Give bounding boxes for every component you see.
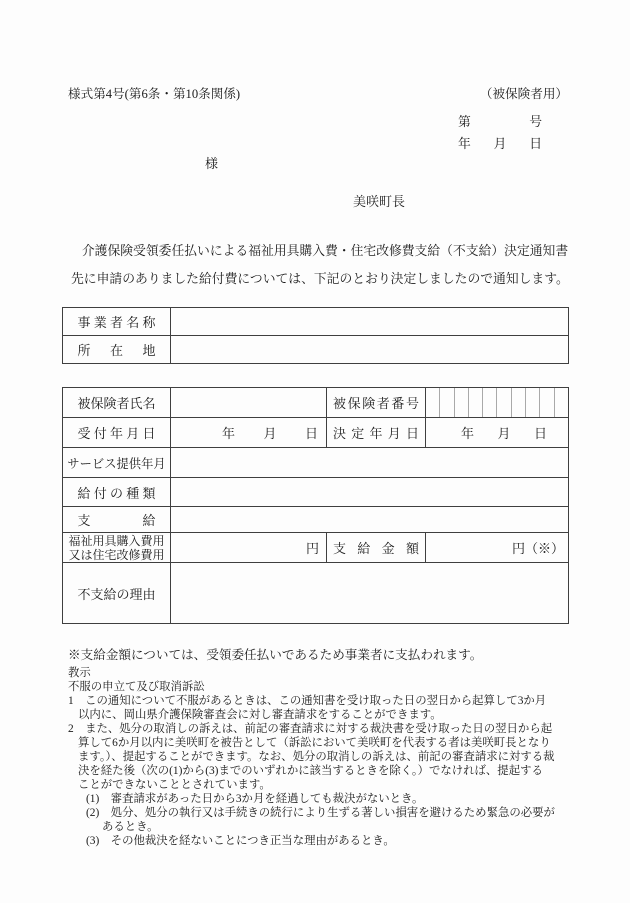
denial-reason-label-cell: [63, 563, 171, 624]
business-address-value-cell: [171, 336, 569, 364]
payment-note: ※支給金額については、受領委任払いであるため事業者に支払われます。: [68, 648, 483, 662]
table-row: [63, 533, 569, 563]
amount-label-cell: [327, 533, 426, 563]
business-address-label: 所在地: [77, 343, 156, 358]
insured-number-box: [454, 388, 468, 417]
insured-number-box: [482, 388, 496, 417]
benefit-type-label: 給付の種類: [77, 485, 156, 501]
service-month-label-cell: [63, 448, 171, 478]
table-row: [63, 507, 569, 533]
notice-line: 算して6か月以内に美咲町を被告として（訴訟において美咲町を代表する者は美咲町長となり: [78, 737, 551, 749]
insured-number-label: 被保険者番号: [333, 396, 419, 411]
insured-number-box: [439, 388, 453, 417]
sender-name: 美咲町長: [353, 194, 406, 209]
addressee-suffix: 様: [205, 156, 219, 171]
cost-value-cell: [171, 533, 327, 563]
insured-number-label-cell: [327, 388, 426, 418]
benefit-type-label-cell: [63, 478, 171, 507]
insured-number-boxes: [426, 388, 569, 418]
amount-unit: 円（※）: [511, 541, 564, 556]
accept-date-label: 受付年月日: [77, 426, 156, 441]
business-name-label: 事業者名称: [77, 315, 156, 330]
notice-line: ことができないこととされています。: [78, 779, 271, 791]
appeal-notice: [68, 666, 574, 848]
insured-number-box: [525, 388, 539, 417]
amount-value-cell: [426, 533, 569, 563]
payment-label: 支給: [77, 513, 156, 528]
issue-date: 年 月 日: [458, 137, 542, 151]
business-name-value-cell: [171, 308, 569, 336]
insured-name-label: 被保険者氏名: [77, 396, 156, 411]
table-row: [63, 418, 569, 448]
table-row: [63, 448, 569, 478]
decide-date-label: 決定年月日: [333, 426, 419, 441]
intro-text: 先に申請のありました給付費については、下記のとおり決定しましたので通知します。: [71, 272, 569, 286]
cost-label-cell: [63, 533, 171, 563]
business-name-label-cell: [63, 308, 171, 336]
notice-line: 1 この通知について不服があるときは、この通知書を受け取った日の翌日から起算して3か月: [68, 695, 547, 707]
insured-number-box: [511, 388, 525, 417]
notice-line: 以内に、岡山県介護保険審査会に対し審査請求をすることができます。: [78, 709, 442, 721]
table-row: [63, 478, 569, 507]
payment-value-cell: [171, 507, 569, 533]
notice-line: (2) 処分、処分の執行又は手続きの続行により生ずる著しい損害を避けるため緊急の必要が: [86, 807, 555, 819]
insured-number-box-row: [426, 388, 568, 417]
business-table: [62, 307, 569, 364]
insured-number-box: [554, 388, 568, 417]
business-address-label-cell: [63, 336, 171, 364]
insured-number-box: [426, 388, 439, 417]
insured-number-box: [496, 388, 510, 417]
table-row: [63, 388, 569, 418]
accept-date-value: 年 月 日: [222, 426, 318, 441]
form-id: 様式第4号(第6条・第10条関係): [68, 87, 241, 101]
accept-date-value-cell: [171, 418, 327, 448]
insured-name-label-cell: [63, 388, 171, 418]
notice-line: あるとき。: [102, 821, 159, 833]
notice-heading: 教示: [68, 667, 91, 679]
document-title: 介護保険受領委任払いによる福祉用具購入費・住宅改修費支給（不支給）決定通知書: [81, 244, 569, 258]
cost-label-line2: 又は住宅改修費用: [68, 547, 165, 562]
notice-line: (3) その他裁決を経ないことにつき正当な理由があるとき。: [86, 835, 395, 847]
notice-line: 2 また、処分の取消しの訴えは、前記の審査請求に対する裁決書を受け取った日の翌日から起: [68, 723, 553, 735]
notice-subheading: 不服の申立て及び取消訴訟: [68, 681, 205, 693]
decision-table: [62, 387, 569, 624]
accept-date-label-cell: [63, 418, 171, 448]
cost-unit: 円: [305, 541, 319, 556]
cost-label-line1: 福祉用具購入費用: [68, 533, 165, 548]
decide-date-label-cell: [327, 418, 426, 448]
audience-label: （被保険者用）: [479, 87, 568, 101]
benefit-type-value-cell: [171, 478, 569, 507]
table-row: [63, 308, 569, 336]
payment-label-cell: [63, 507, 171, 533]
service-month-label: サービス提供年月: [67, 456, 166, 471]
denial-reason-value-cell: [171, 563, 569, 624]
doc-number: 第 号: [458, 115, 542, 129]
decide-date-value: 年 月 日: [461, 426, 547, 441]
notice-line: (1) 審査請求があった日から3か月を経過しても裁決がないとき。: [86, 793, 424, 805]
service-month-value-cell: [171, 448, 569, 478]
table-row: [63, 336, 569, 364]
notice-line: 決を経た後（次の(1)から(3)までのいずれかに該当するときを除く。）でなければ、提起する: [78, 765, 543, 777]
denial-reason-label: 不支給の理由: [77, 586, 156, 602]
amount-label: 支給金額: [333, 541, 419, 556]
decide-date-value-cell: [426, 418, 569, 448]
insured-number-box: [539, 388, 553, 417]
table-row: [63, 563, 569, 624]
insured-number-box: [468, 388, 482, 417]
notice-line: ます。）、提起することができます。なお、処分の取消しの訴えは、前記の審査請求に対する裁: [78, 751, 555, 763]
insured-name-value-cell: [171, 388, 327, 418]
